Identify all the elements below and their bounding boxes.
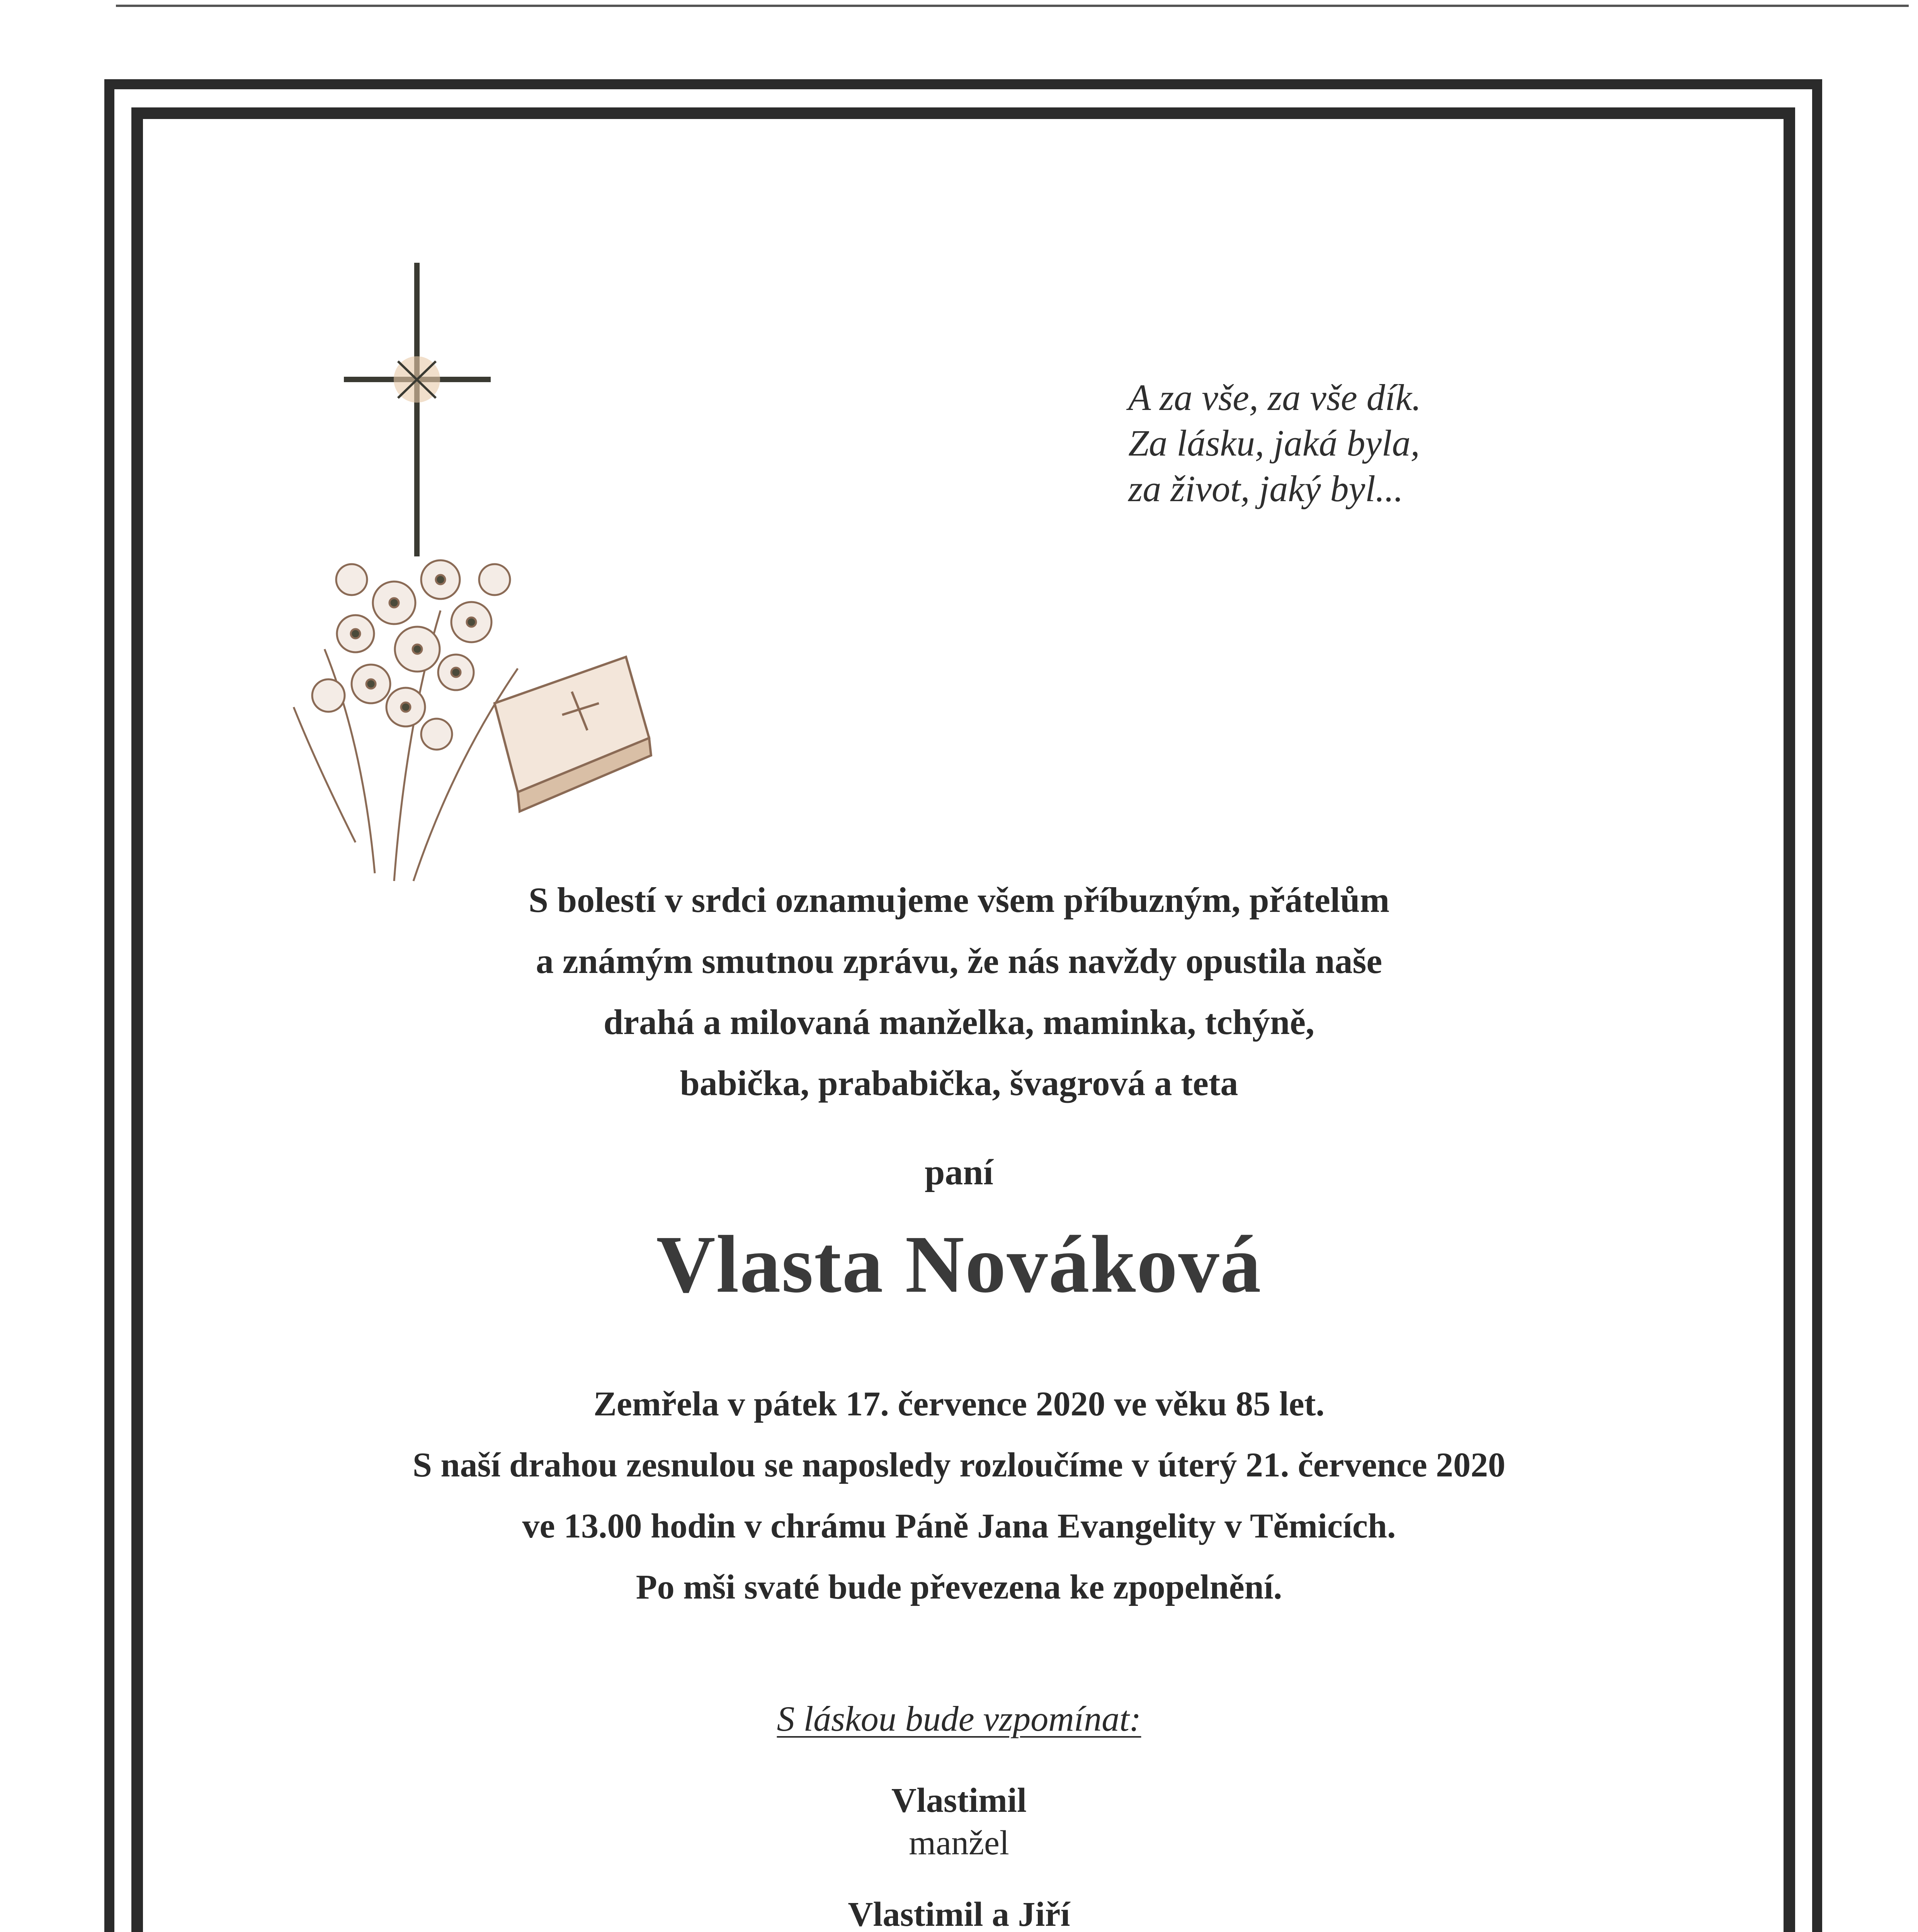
mourner-entry	[0, 1779, 1918, 1864]
deceased-name: Vlasta Nováková	[656, 1219, 1262, 1310]
motto-line: A za vše, za vše dík.	[1128, 377, 1421, 418]
intro-line: a známým smutnou zprávu, že nás navždy opustila naše	[536, 941, 1382, 981]
motto-line: Za lásku, jaká byla,	[1128, 422, 1420, 464]
mourners-heading	[0, 1698, 1918, 1739]
mourners-heading-text: S láskou bude vzpomínat:	[777, 1699, 1141, 1738]
intro-line: babička, prababička, švagrová a teta	[680, 1063, 1238, 1103]
flower-bouquet-icon	[294, 560, 518, 881]
honorific: paní	[925, 1152, 993, 1192]
details-line: ve 13.00 hodin v chrámu Páně Jana Evangelity v Těmicích.	[522, 1507, 1396, 1545]
announcement-intro	[0, 869, 1918, 1114]
mourner-name: Vlastimil a Jiří	[848, 1895, 1070, 1932]
mourner-entry	[0, 1893, 1918, 1932]
ornament-illustration	[278, 263, 684, 896]
book-icon	[495, 657, 651, 811]
motto-verse	[1128, 375, 1515, 512]
mourners-list	[0, 1779, 1918, 1932]
details-line: Po mši svaté bude převezena ke zpopelnění.	[636, 1568, 1282, 1606]
funeral-details	[0, 1374, 1918, 1618]
scan-edge-line	[116, 5, 1909, 7]
details-line: S naší drahou zesnulou se naposledy rozloučíme v úterý 21. července 2020	[412, 1446, 1506, 1484]
motto-line: za život, jaký byl...	[1128, 468, 1403, 509]
cross-icon	[344, 263, 491, 556]
details-line: Zemřela v pátek 17. července 2020 ve věku 85 let.	[593, 1385, 1325, 1423]
intro-line: S bolestí v srdci oznamujeme všem příbuzným, přátelům	[528, 880, 1390, 920]
mourner-name: Vlastimil	[891, 1781, 1027, 1820]
mourner-relation: manžel	[909, 1824, 1009, 1862]
intro-line: drahá a milovaná manželka, maminka, tchýně,	[603, 1002, 1315, 1042]
